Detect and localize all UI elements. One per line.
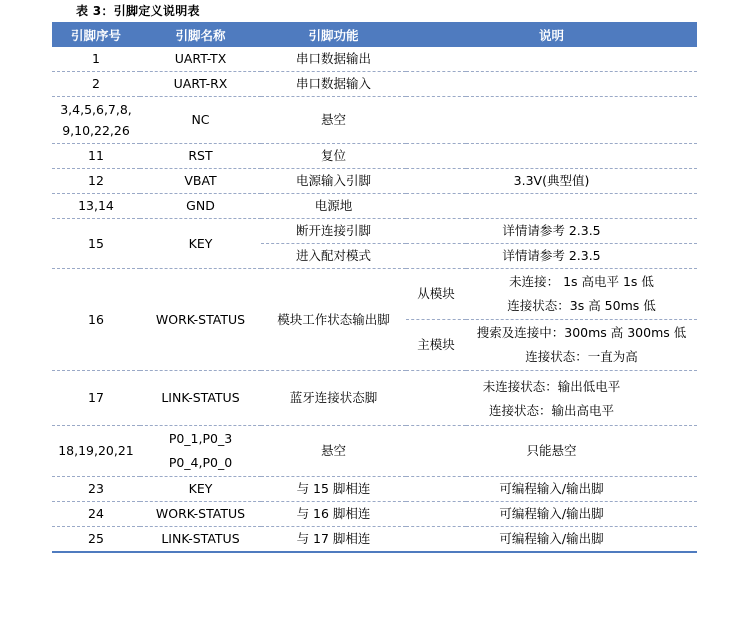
- cell-description: 详情请参考 2.3.5: [406, 219, 697, 244]
- cell-pin-name: LINK-STATUS: [140, 527, 261, 553]
- cell-pin-name: UART-RX: [140, 72, 261, 97]
- cell-pin-no: 11: [52, 144, 140, 169]
- cell-description: 详情请参考 2.3.5: [406, 244, 697, 269]
- pin-no-line2: 9,10,22,26: [62, 123, 130, 138]
- cell-pin-function: 与 17 脚相连: [261, 527, 406, 553]
- cell-pin-no: 25: [52, 527, 140, 553]
- cell-pin-no: 12: [52, 169, 140, 194]
- cell-description: 可编程输入/输出脚: [406, 502, 697, 527]
- cell-description: [406, 371, 697, 426]
- cell-pin-no: 18,19,20,21: [52, 426, 140, 477]
- header-pin-function: 引脚功能: [261, 22, 406, 47]
- cell-pin-function: 串口数据输入: [261, 72, 406, 97]
- table-row: [52, 169, 697, 194]
- cell-pin-no: 16: [52, 269, 140, 371]
- table-row: [52, 371, 697, 426]
- pin-name-line2: P0_4,P0_0: [168, 455, 233, 470]
- cell-pin-name: RST: [140, 144, 261, 169]
- cell-pin-name: [140, 426, 261, 477]
- cell-description: [406, 72, 697, 97]
- cell-pin-function: 电源地: [261, 194, 406, 219]
- table-caption: 表 3：引脚定义说明表: [76, 4, 200, 18]
- cell-pin-name: NC: [140, 97, 261, 144]
- cell-pin-function: 与 15 脚相连: [261, 477, 406, 502]
- header-pin-name: 引脚名称: [140, 22, 261, 47]
- table-row: [52, 219, 697, 244]
- table-row: [52, 502, 697, 527]
- slave-line1: 未连接： 1s 高电平 1s 低: [509, 274, 654, 289]
- table-row: [52, 527, 697, 553]
- header-row: [52, 22, 697, 47]
- pin-definition-table: [52, 22, 697, 553]
- cell-slave-description: [466, 269, 697, 320]
- pin-no-line1: 3,4,5,6,7,8,: [60, 102, 132, 117]
- cell-description: [406, 144, 697, 169]
- cell-pin-name: WORK-STATUS: [140, 269, 261, 371]
- cell-description: 只能悬空: [406, 426, 697, 477]
- cell-master-description: [466, 320, 697, 371]
- table-row: [52, 97, 697, 144]
- cell-pin-function: 悬空: [261, 97, 406, 144]
- cell-pin-function: 模块工作状态输出脚: [261, 269, 406, 371]
- cell-pin-name: GND: [140, 194, 261, 219]
- table-row: [52, 47, 697, 72]
- cell-pin-name: UART-TX: [140, 47, 261, 72]
- slave-line2: 连接状态：3s 高 50ms 低: [507, 298, 656, 313]
- cell-pin-function: 蓝牙连接状态脚: [261, 371, 406, 426]
- cell-pin-no: 2: [52, 72, 140, 97]
- cell-pin-no: 1: [52, 47, 140, 72]
- cell-pin-name: VBAT: [140, 169, 261, 194]
- cell-pin-no: 23: [52, 477, 140, 502]
- master-line2: 连接状态：一直为高: [525, 349, 638, 364]
- cell-pin-no: 24: [52, 502, 140, 527]
- cell-slave-label: 从模块: [406, 269, 466, 320]
- table-row: [52, 269, 697, 320]
- cell-pin-no: [52, 97, 140, 144]
- cell-description: 可编程输入/输出脚: [406, 477, 697, 502]
- link-desc-line1: 未连接状态：输出低电平: [482, 379, 621, 394]
- cell-description: [406, 97, 697, 144]
- cell-description: [406, 194, 697, 219]
- table-row: [52, 144, 697, 169]
- cell-master-label: 主模块: [406, 320, 466, 371]
- cell-description: 可编程输入/输出脚: [406, 527, 697, 553]
- pin-name-line1: P0_1,P0_3: [168, 431, 233, 446]
- table-row: [52, 72, 697, 97]
- cell-description: [406, 47, 697, 72]
- cell-pin-function: 断开连接引脚: [261, 219, 406, 244]
- master-line1: 搜索及连接中：300ms 高 300ms 低: [476, 325, 687, 340]
- cell-pin-function: 电源输入引脚: [261, 169, 406, 194]
- cell-pin-no: 17: [52, 371, 140, 426]
- cell-pin-function: 进入配对模式: [261, 244, 406, 269]
- cell-pin-name: KEY: [140, 477, 261, 502]
- cell-pin-function: 串口数据输出: [261, 47, 406, 72]
- header-pin-no: 引脚序号: [52, 22, 140, 47]
- table-row: [52, 477, 697, 502]
- link-desc-line2: 连接状态：输出高电平: [489, 403, 615, 418]
- cell-pin-no: 13,14: [52, 194, 140, 219]
- table-row: [52, 194, 697, 219]
- cell-pin-function: 与 16 脚相连: [261, 502, 406, 527]
- cell-pin-name: WORK-STATUS: [140, 502, 261, 527]
- cell-pin-name: KEY: [140, 219, 261, 269]
- cell-pin-function: 悬空: [261, 426, 406, 477]
- cell-description: 3.3V(典型值): [406, 169, 697, 194]
- cell-pin-no: 15: [52, 219, 140, 269]
- cell-pin-name: LINK-STATUS: [140, 371, 261, 426]
- cell-pin-function: 复位: [261, 144, 406, 169]
- header-description: 说明: [406, 22, 697, 47]
- table-row: [52, 426, 697, 477]
